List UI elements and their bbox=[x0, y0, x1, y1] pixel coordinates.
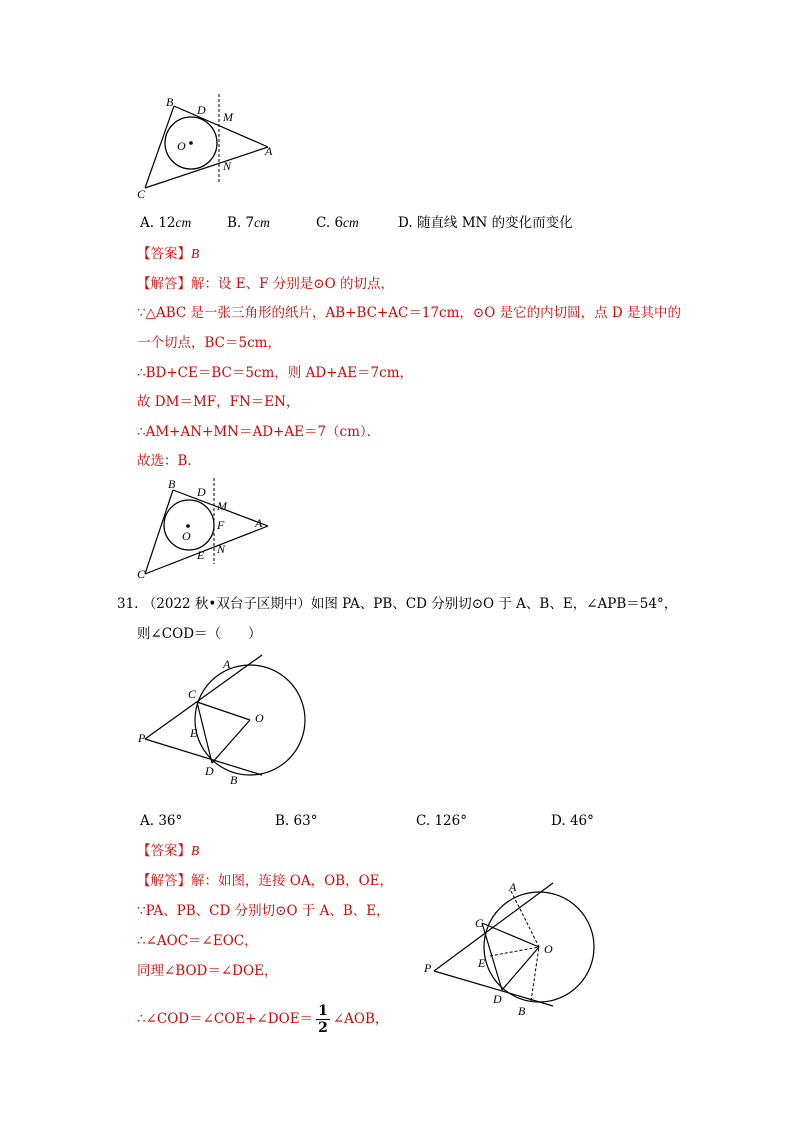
label-e: E bbox=[478, 956, 486, 970]
solution-label: 【解答】 bbox=[137, 873, 191, 889]
label-c: C bbox=[188, 687, 197, 701]
label-o: O bbox=[544, 942, 553, 956]
q31-option-a: A. 36° bbox=[140, 813, 183, 829]
label-m: M bbox=[223, 110, 233, 124]
label-o: O bbox=[255, 711, 264, 725]
q30-option-a: A. 12cm bbox=[140, 215, 192, 231]
figure-triangle-incircle-1 bbox=[130, 92, 290, 202]
segment-oc bbox=[197, 702, 250, 720]
q30-solution-line-3: 一个切点，BC＝5cm， bbox=[137, 335, 281, 351]
q31-option-c: C. 126° bbox=[416, 813, 467, 829]
answer-label: 【答案】 bbox=[137, 246, 191, 262]
q31-solution-line-1: 【解答】解：如图，连接 OA，OB，OE， bbox=[137, 873, 394, 889]
radius-oa bbox=[511, 891, 539, 947]
label-p: P bbox=[138, 731, 146, 745]
label-d: D bbox=[205, 764, 214, 778]
answer-value: B bbox=[191, 246, 200, 261]
q31-answer bbox=[137, 842, 199, 860]
q31-option-b: B. 63° bbox=[275, 813, 318, 829]
label-e: E bbox=[197, 548, 205, 562]
label-c: C bbox=[137, 187, 146, 201]
solution-label: 【解答】 bbox=[137, 276, 191, 292]
q30-solution-line-7: 故选：B． bbox=[137, 453, 201, 469]
label-a: A bbox=[255, 516, 263, 530]
segment-od bbox=[212, 720, 250, 763]
tangent-cd bbox=[197, 702, 212, 763]
label-d: D bbox=[197, 103, 206, 117]
segment-oc bbox=[482, 923, 539, 947]
fraction-one-half: $\frac{1}{2}$ bbox=[318, 1003, 328, 1036]
q30-solution-line-1: 【解答】解：设 E、F 分别是⊙O 的切点， bbox=[137, 276, 394, 292]
label-n: N bbox=[217, 542, 226, 556]
label-f: F bbox=[217, 518, 225, 532]
q30-option-d: D. 随直线 MN 的变化而变化 bbox=[398, 215, 573, 231]
label-o: O bbox=[177, 139, 186, 153]
question-number: 31. bbox=[117, 596, 139, 612]
label-d: D bbox=[493, 992, 502, 1006]
q30-solution-line-4: ∴BD+CE＝BC＝5cm，则 AD+AE＝7cm， bbox=[137, 365, 414, 381]
answer-value: B bbox=[191, 843, 200, 858]
label-a: A bbox=[509, 880, 517, 894]
label-n: N bbox=[223, 159, 232, 173]
q31-solution-line-5: ∴∠COD＝∠COE+∠DOE＝ $\frac{1}{2}$ ∠AOB， bbox=[137, 1003, 389, 1036]
q31-solution-line-3: ∴∠AOC＝∠EOC， bbox=[137, 933, 258, 949]
label-c: C bbox=[137, 567, 146, 581]
q31-stem-line-2: 则∠COD＝（ ） bbox=[137, 626, 262, 642]
answer-label: 【答案】 bbox=[137, 843, 191, 859]
q30-solution-line-2: ∵△ABC 是一张三角形的纸片，AB+BC+AC＝17cm，⊙O 是它的内切圆，点 D 是其中的 bbox=[137, 305, 682, 321]
label-c: C bbox=[475, 916, 484, 930]
side-ba bbox=[174, 106, 268, 147]
center-point bbox=[186, 524, 190, 528]
tangent-pb bbox=[145, 739, 262, 775]
q30-answer bbox=[137, 245, 199, 263]
label-b: B bbox=[166, 95, 174, 109]
label-e: E bbox=[190, 726, 198, 740]
q31-option-d: D. 46° bbox=[551, 813, 594, 829]
label-d: D bbox=[197, 485, 206, 499]
label-a: A bbox=[223, 657, 231, 671]
side-bc bbox=[145, 490, 173, 574]
figure-circle-tangents-2 bbox=[420, 878, 610, 1023]
tangent-pa bbox=[434, 883, 553, 971]
label-o: O bbox=[182, 529, 191, 543]
q31-stem-line-1: 31. （2022 秋•双台子区期中）如图 PA、PB、CD 分别切⊙O 于 A、B、E，∠APB＝54°， bbox=[117, 596, 678, 612]
q31-solution-line-4: 同理∠BOD＝∠DOE， bbox=[137, 963, 278, 979]
figure-triangle-incircle-2 bbox=[130, 474, 290, 584]
label-b: B bbox=[518, 1004, 526, 1018]
q30-option-c: C. 6cm bbox=[316, 215, 359, 231]
center-point bbox=[189, 141, 193, 145]
figure-circle-tangents-1 bbox=[130, 650, 330, 795]
q30-option-b: B. 7cm bbox=[227, 215, 270, 231]
side-bc bbox=[145, 106, 174, 188]
side-ca bbox=[145, 147, 268, 188]
q30-solution-line-5: 故 DM＝MF，FN＝EN， bbox=[137, 394, 300, 410]
label-b: B bbox=[168, 477, 176, 491]
label-b: B bbox=[230, 773, 238, 787]
label-p: P bbox=[424, 961, 432, 975]
label-m: M bbox=[217, 499, 227, 513]
side-ca bbox=[145, 526, 268, 574]
q31-solution-line-2: ∵PA、PB、CD 分别切⊙O 于 A、B、E， bbox=[137, 903, 390, 919]
label-a: A bbox=[265, 144, 273, 158]
q30-solution-line-6: ∴AM+AN+MN＝AD+AE＝7（cm）． bbox=[137, 424, 381, 440]
